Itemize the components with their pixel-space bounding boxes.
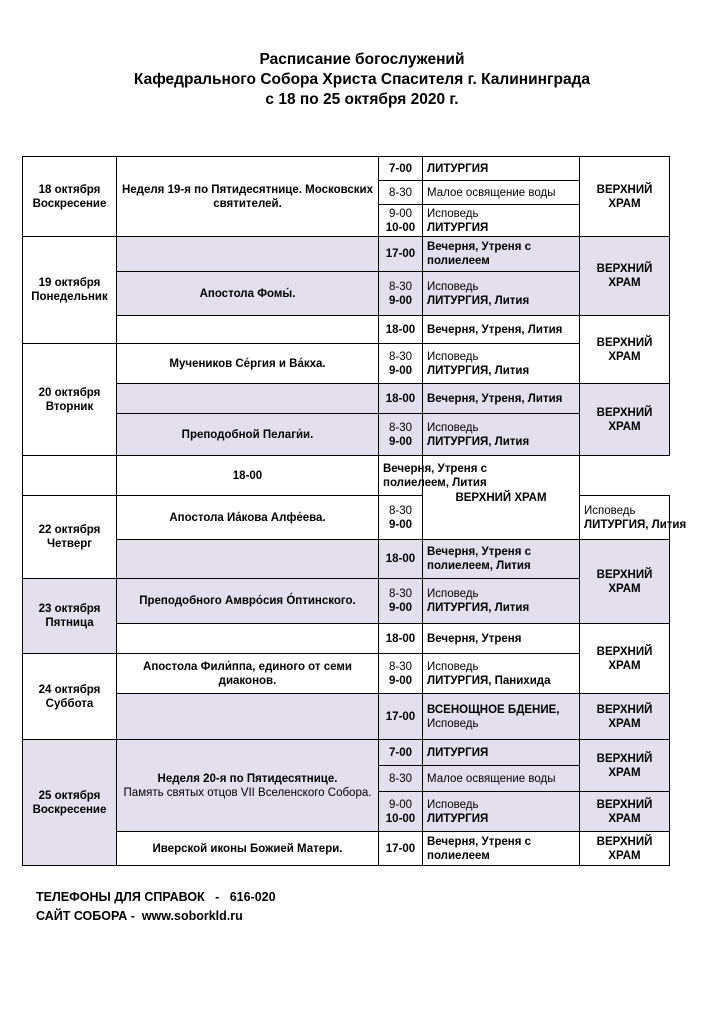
service-cell: Малое освящение воды bbox=[423, 181, 580, 205]
place-cell: ВЕРХНИЙ ХРАМ bbox=[423, 456, 580, 540]
table-row bbox=[23, 237, 670, 272]
feast-cell: Апостола Фомы́. bbox=[117, 272, 379, 316]
service-cell: Вечерня, Утреня bbox=[423, 624, 580, 654]
service-cell: Исповедь ЛИТУРГИЯ bbox=[423, 792, 580, 832]
feast-cell-empty bbox=[117, 316, 379, 344]
time-cell: 7-00 bbox=[379, 740, 423, 766]
time-cell: 18-00 bbox=[379, 624, 423, 654]
service-cell: Исповедь ЛИТУРГИЯ bbox=[423, 205, 580, 237]
service-cell: Исповедь ЛИТУРГИЯ, Лития bbox=[423, 344, 580, 384]
place-cell: ВЕРХНИЙ ХРАМ bbox=[580, 740, 670, 792]
time-cell: 18-00 bbox=[117, 456, 379, 496]
table-row bbox=[23, 384, 670, 414]
service-cell: Вечерня, Утреня с полиелеем bbox=[423, 832, 580, 866]
feast-cell-empty bbox=[117, 694, 379, 740]
service-cell: Вечерня, Утреня с полиелеем, Лития bbox=[423, 540, 580, 579]
table-row bbox=[23, 832, 670, 866]
time-cell: 8-30 9-00 bbox=[379, 496, 423, 540]
feast-cell-empty bbox=[117, 540, 379, 579]
table-row bbox=[23, 316, 670, 344]
place-cell: ВЕРХНИЙ ХРАМ bbox=[580, 384, 670, 456]
place-cell: ВЕРХНИЙ ХРАМ bbox=[580, 832, 670, 866]
feast-cell: Преподобного Амвро́сия О́птинского. bbox=[117, 579, 379, 624]
time-cell: 9-00 10-00 bbox=[379, 205, 423, 237]
feast-cell: Неделя 20-я по Пятидесятнице. Память святых отцов VII Вселенского Собора. bbox=[117, 740, 379, 832]
schedule-table bbox=[22, 156, 687, 866]
feast-cell: Неделя 19-я по Пятидесятнице. Московских святителей. bbox=[117, 157, 379, 237]
service-cell: ЛИТУРГИЯ bbox=[423, 157, 580, 181]
table-row bbox=[23, 157, 670, 181]
time-cell: 9-00 10-00 bbox=[379, 792, 423, 832]
date-cell: 20 октября Вторник bbox=[23, 344, 117, 456]
table-row bbox=[23, 344, 670, 384]
feast-cell-empty bbox=[117, 237, 379, 272]
place-cell: ВЕРХНИЙ ХРАМ bbox=[580, 157, 670, 237]
time-cell: 8-30 9-00 bbox=[379, 654, 423, 694]
table-row bbox=[23, 579, 670, 624]
service-cell: Исповедь ЛИТУРГИЯ, Лития bbox=[423, 272, 580, 316]
feast-cell: Преподобной Пелаги́и. bbox=[117, 414, 379, 456]
service-cell: Исповедь ЛИТУРГИЯ, Лития bbox=[423, 414, 580, 456]
table-row bbox=[23, 694, 670, 740]
phone-label: ТЕЛЕФОНЫ ДЛЯ СПРАВОК - 616-020 bbox=[36, 890, 276, 904]
place-cell: ВЕРХНИЙ ХРАМ bbox=[580, 624, 670, 694]
phone-line bbox=[36, 888, 276, 907]
feast-cell-empty bbox=[117, 384, 379, 414]
time-cell: 18-00 bbox=[379, 316, 423, 344]
feast-cell: Иверской иконы Божией Матери. bbox=[117, 832, 379, 866]
document-title bbox=[0, 50, 724, 110]
service-cell: ЛИТУРГИЯ bbox=[423, 740, 580, 766]
place-cell: ВЕРХНИЙ ХРАМ bbox=[580, 792, 670, 832]
time-cell: 8-30 bbox=[379, 181, 423, 205]
time-cell: 8-30 9-00 bbox=[379, 579, 423, 624]
title-line-3: с 18 по 25 октября 2020 г. bbox=[265, 91, 459, 108]
date-cell: 18 октября Воскресение bbox=[23, 157, 117, 237]
table-row bbox=[23, 654, 670, 694]
service-cell: Исповедь ЛИТУРГИЯ, Лития bbox=[580, 496, 670, 540]
date-cell: 25 октября Воскресение bbox=[23, 740, 117, 866]
date-cell: 19 октября Понедельник bbox=[23, 237, 117, 344]
service-cell: Вечерня, Утреня с полиелеем, Лития bbox=[379, 456, 423, 496]
place-cell: ВЕРХНИЙ ХРАМ bbox=[580, 237, 670, 316]
service-cell: Вечерня, Утреня с полиелеем bbox=[423, 237, 580, 272]
feast-cell-empty bbox=[23, 456, 117, 496]
site-line bbox=[36, 907, 276, 926]
service-cell: Вечерня, Утреня, Лития bbox=[423, 316, 580, 344]
table-row bbox=[23, 272, 670, 316]
time-cell: 18-00 bbox=[379, 384, 423, 414]
service-cell: Вечерня, Утреня, Лития bbox=[423, 384, 580, 414]
time-cell: 17-00 bbox=[379, 237, 423, 272]
service-cell: Малое освящение воды bbox=[423, 766, 580, 792]
title-line-1: Расписание богослужений bbox=[259, 51, 465, 68]
date-cell: 23 октября Пятница bbox=[23, 579, 117, 654]
table-row bbox=[23, 624, 670, 654]
service-cell: Исповедь ЛИТУРГИЯ, Панихида bbox=[423, 654, 580, 694]
time-cell: 17-00 bbox=[379, 694, 423, 740]
time-cell: 17-00 bbox=[379, 832, 423, 866]
time-cell: 8-30 9-00 bbox=[379, 344, 423, 384]
time-cell: 7-00 bbox=[379, 157, 423, 181]
site-label[interactable]: САЙТ СОБОРА - www.soborkld.ru bbox=[36, 909, 243, 923]
feast-cell: Апостола Иа́кова Алфе́ева. bbox=[117, 496, 379, 540]
table-row bbox=[23, 540, 670, 579]
service-cell: Исповедь ЛИТУРГИЯ, Лития bbox=[423, 579, 580, 624]
title-line-2: Кафедрального Собора Христа Спасителя г. Калининграда bbox=[133, 71, 591, 88]
footer bbox=[36, 888, 276, 926]
feast-cell: Мучеников Се́ргия и Ва́кха. bbox=[117, 344, 379, 384]
feast-cell-empty bbox=[117, 624, 379, 654]
date-cell: 24 октября Суббота bbox=[23, 654, 117, 740]
time-cell: 8-30 bbox=[379, 766, 423, 792]
time-cell: 8-30 9-00 bbox=[379, 414, 423, 456]
table-row bbox=[23, 740, 670, 766]
service-cell: ВСЕНОЩНОЕ БДЕНИЕ, Исповедь bbox=[423, 694, 580, 740]
time-cell: 18-00 bbox=[379, 540, 423, 579]
date-cell: 22 октября Четверг bbox=[23, 496, 117, 579]
feast-cell: Апостола Фили́ппа, единого от семи диаконов. bbox=[117, 654, 379, 694]
table-row bbox=[23, 414, 670, 456]
place-cell: ВЕРХНИЙ ХРАМ bbox=[580, 694, 670, 740]
table-row bbox=[23, 456, 670, 496]
time-cell: 8-30 9-00 bbox=[379, 272, 423, 316]
place-cell: ВЕРХНИЙ ХРАМ bbox=[580, 316, 670, 384]
place-cell: ВЕРХНИЙ ХРАМ bbox=[580, 540, 670, 624]
